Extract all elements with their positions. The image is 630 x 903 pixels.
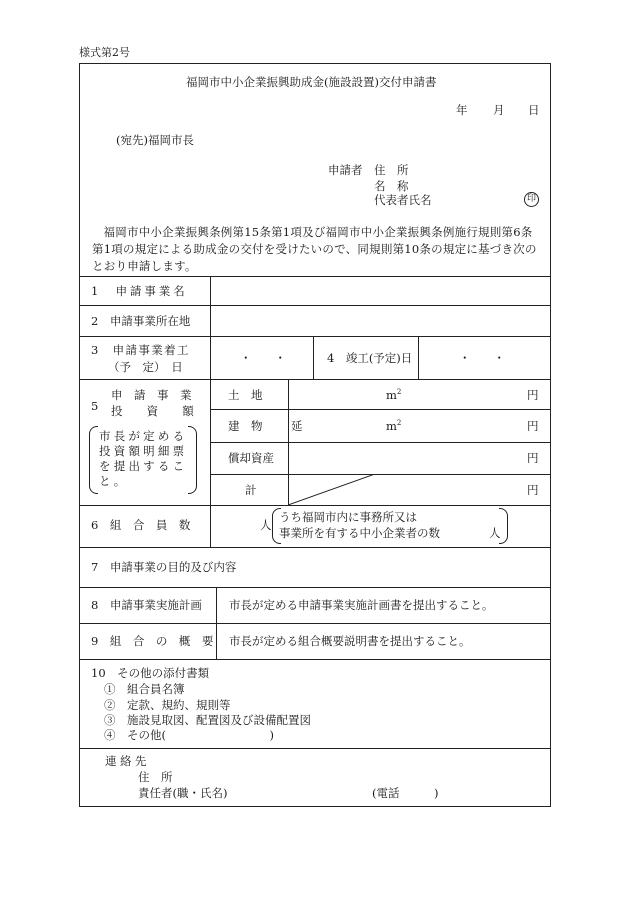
form-title: 福岡市中小企業振興助成金(施設設置)交付申請書 (186, 75, 437, 89)
applicant-address-label: 住 所 (374, 163, 409, 177)
seal-mark: 印 (524, 192, 539, 207)
row6-note-line2: 事業所を有する中小企業者の数 (279, 526, 440, 540)
row3-label-line1: 3 申請事業着工 (91, 343, 190, 357)
depreciable-assets-yen: 円 (527, 451, 539, 465)
row5-note-line: 投資額明細票 (99, 444, 188, 458)
row2-label: 2 申請事業所在地 (91, 314, 191, 328)
total-label: 計 (245, 483, 257, 497)
row8-value: 市長が定める申請事業実施計画書を提出すること。 (229, 598, 494, 612)
row-divider (79, 623, 551, 624)
row9-value: 市長が定める組合概要説明書を提出すること。 (229, 634, 471, 648)
row10-label: 10 その他の添付書類 (91, 666, 210, 680)
row-divider (79, 505, 551, 506)
row-divider (210, 409, 551, 410)
applicant-label: 申請者 (328, 163, 363, 177)
row5-number: 5 (91, 399, 99, 413)
land-unit (386, 389, 401, 403)
row6-unit: 人 (260, 518, 272, 532)
land-label: 土 地 (228, 388, 263, 402)
col-divider (418, 336, 419, 379)
addressee: (宛先)福岡市長 (116, 133, 194, 147)
contact-label: 連絡先 (105, 754, 150, 768)
form-number: 様式第2号 (79, 46, 130, 59)
depreciable-assets-label: 償却資産 (228, 451, 274, 465)
attachment-item: ④ その他( ) (104, 728, 274, 742)
row-divider (79, 276, 551, 277)
building-unit-sup: 2 (396, 419, 402, 427)
row9-label: 9 組 合 の 概 要 (91, 634, 214, 648)
row6-label: 6 組 合 員 数 (91, 518, 191, 532)
col-divider (313, 336, 314, 379)
date-year: 年 (456, 103, 468, 117)
contact-phone-label: (電話 ) (372, 786, 439, 800)
row5-label-line1: 申 請 事 業 (111, 388, 192, 402)
row6-note-unit: 人 (489, 526, 501, 540)
row6-note-line1: うち福岡市内に事務所又は (279, 510, 417, 524)
row5-note-line: と。 (99, 474, 129, 488)
land-unit-sup: 2 (396, 388, 402, 396)
row-divider (79, 659, 551, 660)
applicant-name-label: 名 称 (374, 179, 409, 193)
row-divider (210, 474, 551, 475)
row-divider (79, 379, 551, 380)
attachment-item: ① 組合員名簿 (104, 682, 185, 696)
attachment-item: ② 定款、規約、規則等 (104, 698, 231, 712)
building-unit-text: m (386, 419, 397, 433)
building-yen: 円 (527, 419, 539, 433)
row2-value-field[interactable] (212, 307, 549, 335)
row8-label: 8 申請事業実施計画 (91, 598, 202, 612)
row-divider (79, 336, 551, 337)
building-unit (386, 420, 401, 434)
row5-note-line: 市長が定める (99, 429, 188, 443)
row5-note-line: を提出するこ (99, 459, 188, 473)
row-divider (79, 587, 551, 588)
applicant-representative-label: 代表者氏名 (374, 193, 432, 207)
contact-address-label: 住 所 (138, 770, 173, 784)
row7-label: 7 申請事業の目的及び内容 (91, 560, 237, 574)
row-divider (210, 442, 551, 443)
row3-label-line2: （予 定） 日 (108, 360, 183, 374)
col-divider (210, 276, 211, 547)
intro-paragraph: 福岡市中小企業振興条例第15条第1項及び福岡市中小企業振興条例施行規則第6条第1項の規定による助成金の交付を受けたいので、同規則第10条の規定に基づき次のとおり申請します。 (92, 225, 537, 273)
diagonal-line (288, 474, 375, 505)
land-yen: 円 (527, 388, 539, 402)
row-divider (79, 547, 551, 548)
row4-date-dots[interactable]: ・ ・ (459, 351, 505, 365)
date-day: 日 (528, 103, 540, 117)
row1-label: 1 申請事業名 (91, 284, 188, 298)
attachment-item: ③ 施設見取図、配置図及び設備配置図 (104, 713, 311, 727)
row-divider (79, 305, 551, 306)
row3-date-dots[interactable]: ・ ・ (240, 351, 286, 365)
col-divider (216, 587, 217, 659)
row1-value-field[interactable] (212, 278, 549, 304)
date-month: 月 (493, 103, 505, 117)
row-divider (79, 748, 551, 749)
building-prefix: 延 (291, 419, 303, 433)
row4-label: 4 竣工(予定)日 (327, 351, 413, 365)
land-unit-text: m (386, 388, 397, 402)
contact-person-label: 責任者(職・氏名) (138, 786, 228, 800)
building-label: 建 物 (228, 419, 263, 433)
row5-label-line2: 投 資 額 (111, 404, 201, 418)
total-yen: 円 (527, 483, 539, 497)
